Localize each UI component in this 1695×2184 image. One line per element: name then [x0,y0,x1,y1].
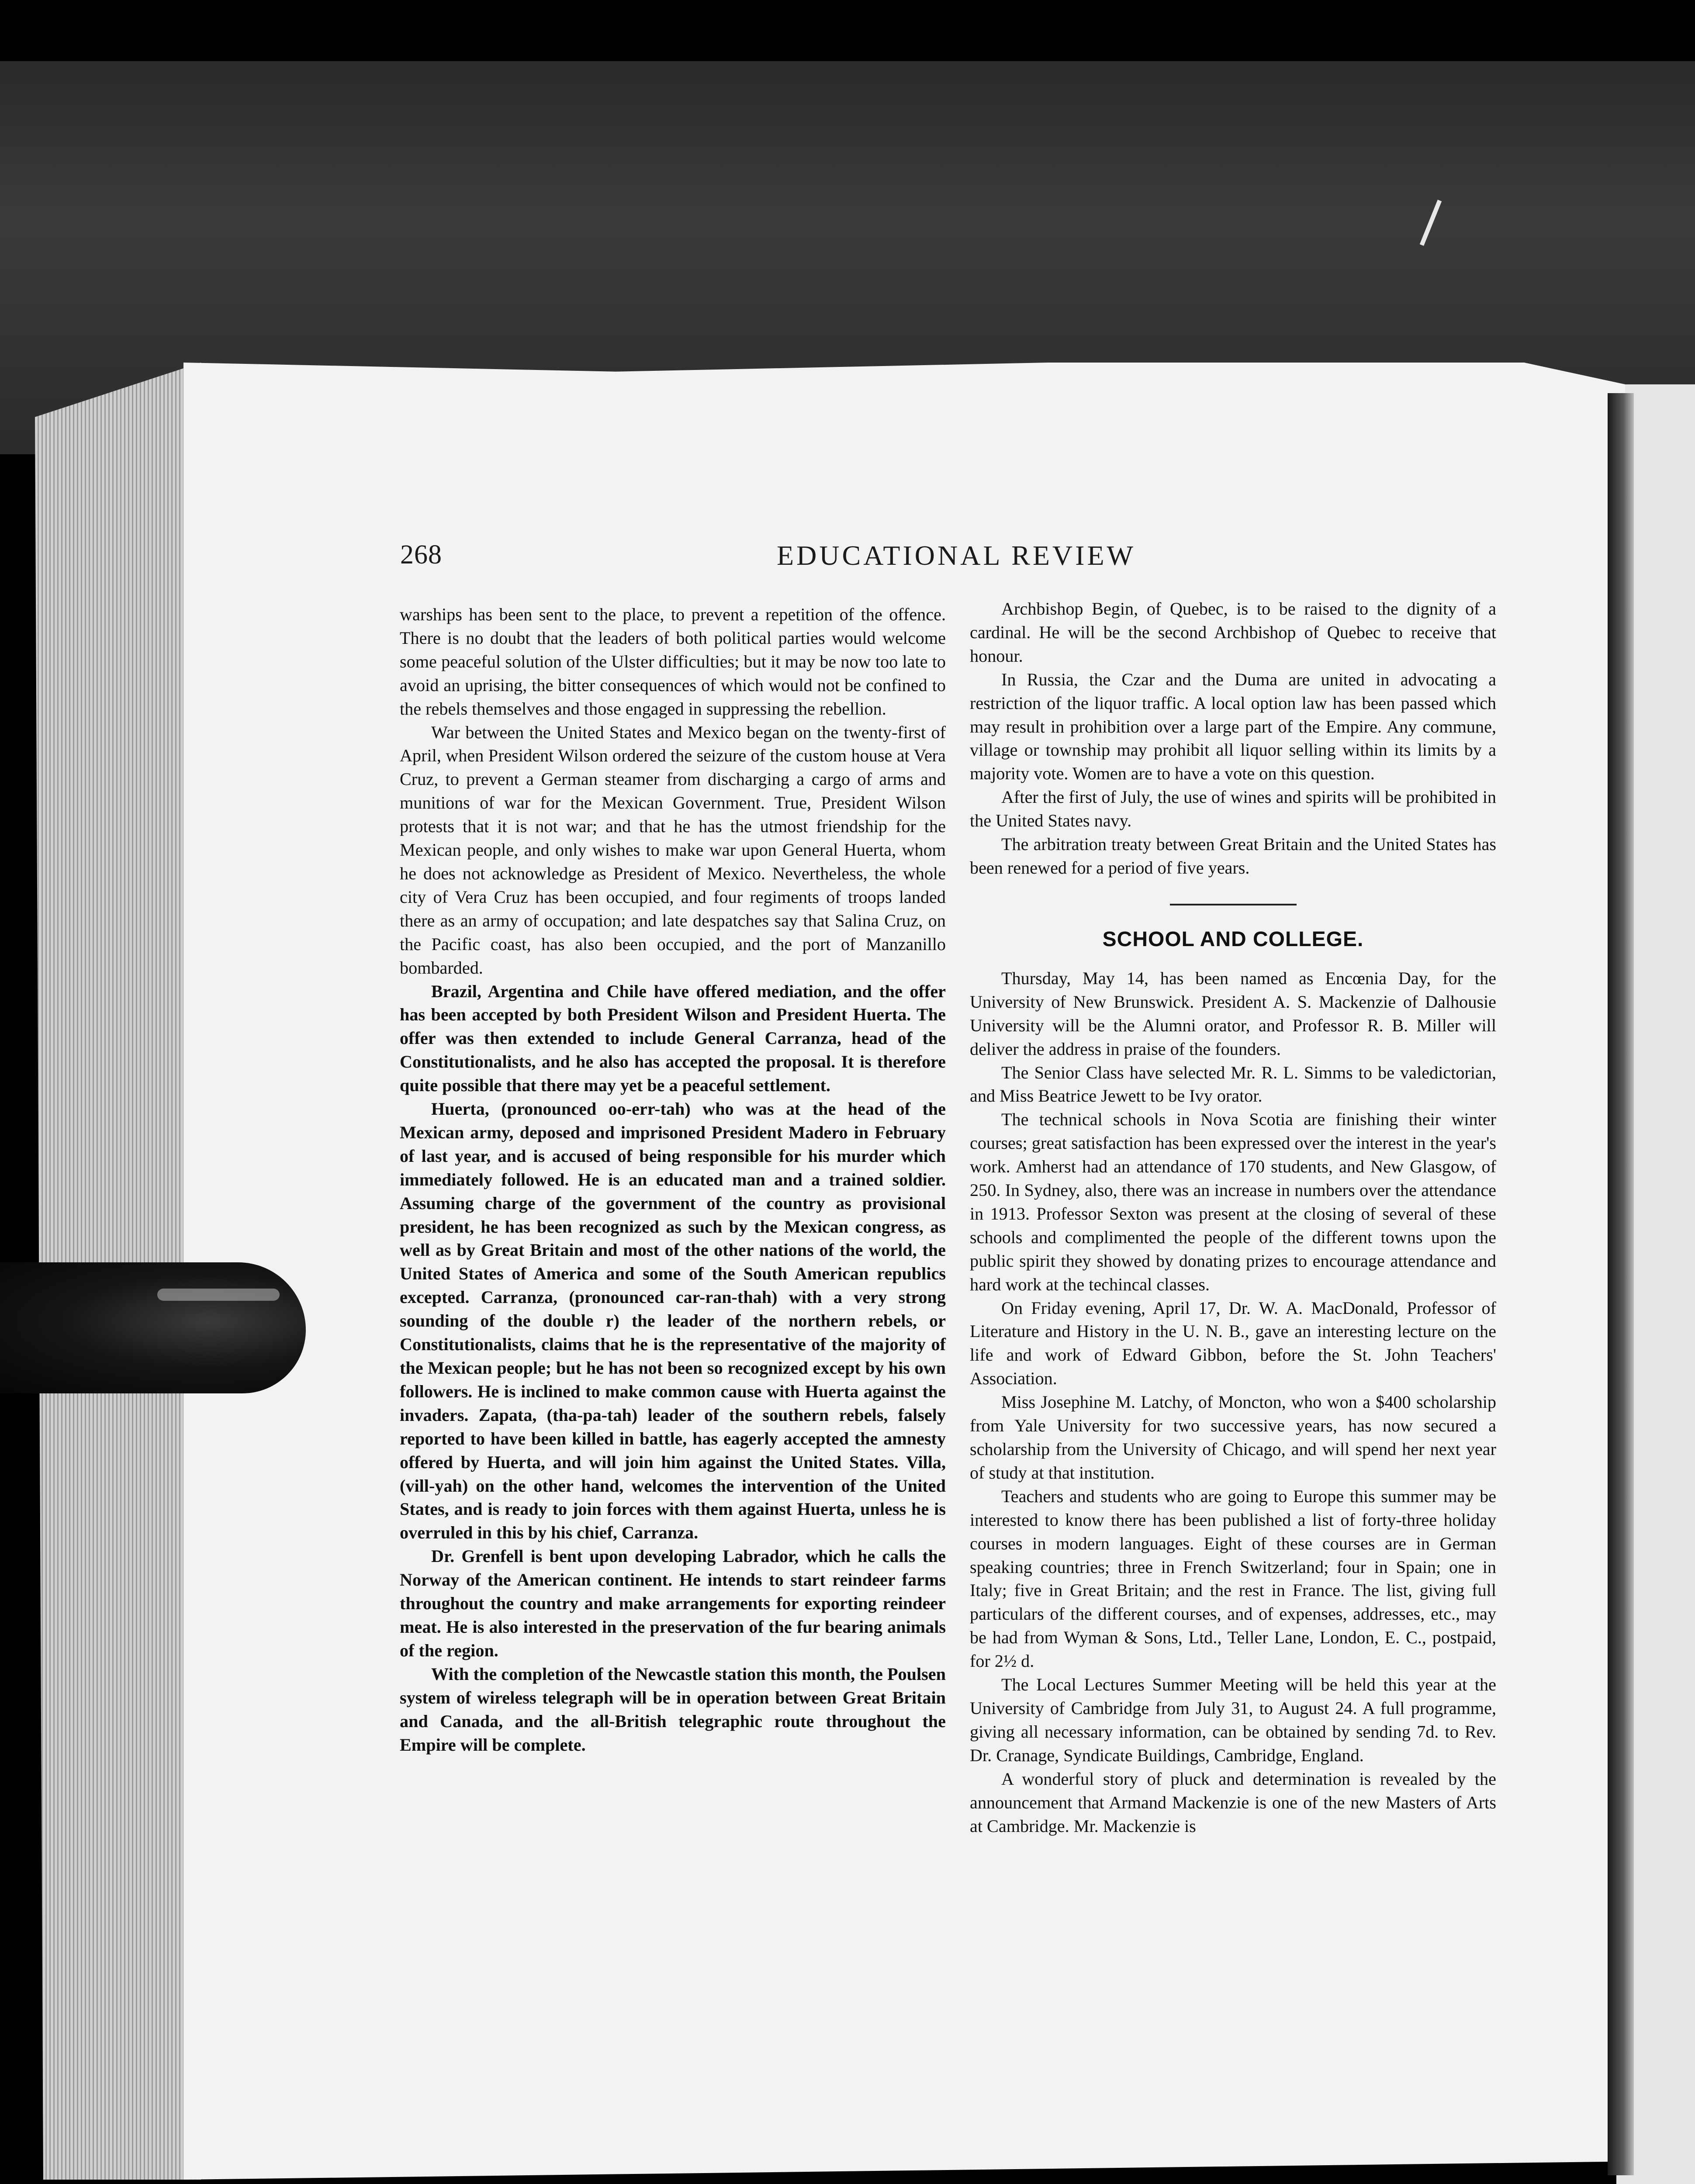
paragraph: War between the United States and Mexico began on the twenty-first of April, when President Wilson ordered the seizure of the custom house at Vera Cruz, to prevent a German steamer from discharging a cargo of arms and munitions of war for the Mexican Government. True, President Wilson protests that it is not war; and that he has the utmost friendship for the Mexican people, and only wishes to make war upon General Huerta, whom he does not acknowledge as President of Mexico. Nevertheless, the whole city of Vera Cruz has been occupied, and four regiments of troops landed there as an army of occupation; and late despatches say that Salina Cruz, on the Pacific coast, has also been occupied, and the port of Manzanillo bombarded. [400,722,946,978]
book-gutter [1608,393,1634,2175]
paragraph: The Senior Class have selected Mr. R. L. Simms to be valedictorian, and Miss Beatrice Jewett to be Ivy orator. [970,1062,1496,1106]
running-title: EDUCATIONAL REVIEW [777,540,1136,571]
thumb-highlight [157,1289,280,1301]
paragraph: Archbishop Begin, of Quebec, is to be raised to the dignity of a cardinal. He will be the second Archbishop of Quebec to receive that honour. [970,599,1496,666]
paragraph: The technical schools in Nova Scotia are finishing their winter courses; great satisfaction has been expressed over the interest in the year's work. Amherst had an attendance of 170 students, and New Glasgow, of 250. In Sydney, also, there was an increase in numbers over the attendance in 1913. Professor Sexton was present at the closing of several of these schools and complimented the people of the different towns upon the public spirit they showed by donating prizes to encourage attendance and hard work at the techincal classes. [970,1109,1496,1294]
paragraph: Huerta, (pronounced oo-err-tah) who was at the head of the Mexican army, deposed and imprisoned President Madero in February of last year, and is accused of being responsible for his murder which immediately followed. He is an educated man and a trained soldier. Assuming charge of the government of the country as provisional president, he has been recognized as such by the Mexican congress, as well as by Great Britain and most of the other nations of the world, the United States of America and some of the South American republics excepted. Carranza, (pronounced car-ran-thah) with a very strong sounding of the double r) the leader of the northern rebels, or Constitutionalists, claims that he is the representative of the majority of the Mexican people; but he has not been so recognized except by his own followers. He is inclined to make common cause with Huerta against the invaders. Zapata, (tha-pa-tah) leader of the southern rebels, falsely reported to have been killed in battle, has eagerly accepted the amnesty offered by Huerta, and will join him against the United States. Villa, (vill-yah) on the other hand, welcomes the intervention of the United States, and is ready to join forces with them against Huerta, unless he is overruled in this by his chief, Carranza. [400,1099,946,1543]
paragraph: Miss Josephine M. Latchy, of Moncton, who won a $400 scholarship from Yale University for two successive years, has now secured a scholarship from the University of Chicago, and will spend her next year of study at that institution. [970,1392,1496,1482]
paragraph: Thursday, May 14, has been named as Encœnia Day, for the University of New Brunswick. President A. S. Mackenzie of Dalhousie University will be the Alumni orator, and Professor R. B. Miller will deliver the address in praise of the founders. [970,968,1496,1059]
right-column [970,597,1496,1838]
paragraph: After the first of July, the use of wines and spirits will be prohibited in the United States navy. [970,787,1496,831]
paragraph: Dr. Grenfell is bent upon developing Labrador, which he calls the Norway of the American continent. He intends to start reindeer farms throughout the country and make arrangements for exporting reindeer meat. He is also interested in the preservation of the fur bearing animals of the region. [400,1546,946,1660]
paragraph: With the completion of the Newcastle station this month, the Poulsen system of wireless telegraph will be in operation between Great Britain and Canada, and the all-British telegraphic route throughout the Empire will be complete. [400,1664,946,1755]
page-number: 268 [400,540,442,570]
paragraph: Brazil, Argentina and Chile have offered mediation, and the offer has been accepted by both President Wilson and President Huerta. The offer was then extended to include General Carranza, head of the Constitutionalists, and he also has accepted the proposal. It is therefore quite possible that there may yet be a peaceful settlement. [400,981,946,1095]
left-column [400,603,946,1756]
paragraph: The Local Lectures Summer Meeting will be held this year at the University of Cambridge from July 31, to August 24. A full programme, giving all necessary information, can be obtained by sending 7d. to Rev. Dr. Cranage, Syndicate Buildings, Cambridge, England. [970,1675,1496,1765]
paragraph: warships has been sent to the place, to prevent a repetition of the offence. There is no doubt that the leaders of both political parties would welcome some peaceful solution of the Ulster difficulties; but it may be now too late to avoid an uprising, the bitter consequences of which would not be confined to the rebels themselves and those engaged in suppressing the rebellion. [400,605,946,719]
paragraph: On Friday evening, April 17, Dr. W. A. MacDonald, Professor of Literature and History in the U. N. B., gave an interesting lecture on the life and work of Edward Gibbon, before the St. John Teachers' Association. [970,1298,1496,1389]
paragraph: The arbitration treaty between Great Britain and the United States has been renewed for a period of five years. [970,834,1496,878]
section-divider [1170,904,1297,905]
paragraph: In Russia, the Czar and the Duma are united in advocating a restriction of the liquor traffic. A local option law has been passed which may result in prohibition over a large part of the Empire. Any commune, village or township may prohibit all liquor selling within its limits by a majority vote. Women are to have a vote on this question. [970,669,1496,784]
paragraph: Teachers and students who are going to Europe this summer may be interested to know there has been published a list of forty-three holiday courses in modern languages. Eight of these courses are in German speaking countries; three in French Switzerland; four in Spain; one in Italy; five in Great Britain; and the rest in France. The list, giving full particulars of the different courses, and of expenses, addresses, etc., may be had from Wyman & Sons, Ltd., Teller Lane, London, E. C., postpaid, for 2½ d. [970,1486,1496,1671]
paragraph: A wonderful story of pluck and determination is revealed by the announcement that Armand Mackenzie is one of the new Masters of Arts at Cambridge. Mr. Mackenzie is [970,1769,1496,1836]
thumb-holding-page [0,1262,306,1393]
section-heading: SCHOOL AND COLLEGE. [1102,927,1364,951]
